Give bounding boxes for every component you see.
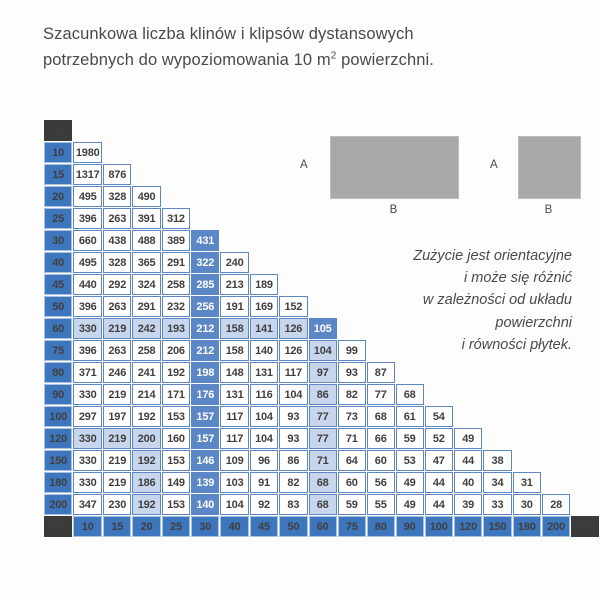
matrix-cell[interactable]: 389 bbox=[162, 230, 190, 251]
matrix-cell[interactable]: 77 bbox=[309, 406, 337, 427]
column-header-50[interactable]: 50 bbox=[279, 516, 307, 537]
matrix-cell[interactable]: 330 bbox=[73, 318, 102, 339]
matrix-cell[interactable]: 440 bbox=[73, 274, 102, 295]
matrix-cell[interactable]: 160 bbox=[162, 428, 190, 449]
matrix-cell[interactable]: 876 bbox=[103, 164, 131, 185]
column-header-45[interactable]: 45 bbox=[250, 516, 278, 537]
matrix-cell[interactable]: 71 bbox=[309, 450, 337, 471]
matrix-cell[interactable]: 158 bbox=[220, 340, 248, 361]
matrix-cell[interactable]: 193 bbox=[162, 318, 190, 339]
matrix-row bbox=[44, 450, 599, 471]
matrix-cell[interactable]: 126 bbox=[279, 340, 307, 361]
matrix-cell[interactable]: 82 bbox=[279, 472, 307, 493]
row-header-120[interactable]: 120 bbox=[44, 428, 72, 449]
row-header-20[interactable]: 20 bbox=[44, 186, 72, 207]
matrix-cell[interactable]: 371 bbox=[73, 362, 102, 383]
matrix-cell[interactable]: 97 bbox=[309, 362, 337, 383]
matrix-cell[interactable]: 93 bbox=[338, 362, 366, 383]
matrix-empty-cell bbox=[542, 362, 570, 383]
matrix-cell[interactable]: 330 bbox=[73, 428, 102, 449]
matrix-cell[interactable]: 495 bbox=[73, 186, 102, 207]
matrix-cell[interactable]: 191 bbox=[220, 296, 248, 317]
matrix-cell[interactable]: 192 bbox=[162, 362, 190, 383]
matrix-empty-cell bbox=[425, 384, 453, 405]
matrix-cell[interactable]: 219 bbox=[103, 428, 131, 449]
matrix-cell[interactable]: 104 bbox=[250, 406, 278, 427]
note-line-1: Zużycie jest orientacyjne bbox=[413, 248, 572, 264]
row-header-80[interactable]: 80 bbox=[44, 362, 72, 383]
matrix-cell[interactable]: 47 bbox=[425, 450, 453, 471]
matrix-empty-cell bbox=[483, 406, 511, 427]
matrix-cell[interactable]: 176 bbox=[191, 384, 219, 405]
diagram-square-label-b: B bbox=[544, 204, 553, 216]
matrix-cell[interactable]: 44 bbox=[454, 450, 482, 471]
matrix-empty-cell bbox=[542, 428, 570, 449]
matrix-cell[interactable]: 49 bbox=[454, 428, 482, 449]
matrix-cell[interactable]: 86 bbox=[309, 384, 337, 405]
matrix-empty-cell bbox=[103, 120, 131, 141]
matrix-empty-cell bbox=[250, 142, 278, 163]
matrix-cell[interactable]: 153 bbox=[162, 494, 190, 515]
matrix-cell[interactable]: 131 bbox=[220, 384, 248, 405]
matrix-empty-cell bbox=[162, 142, 190, 163]
row-header-180[interactable]: 180 bbox=[44, 472, 72, 493]
page-title bbox=[43, 22, 563, 73]
matrix-empty-cell bbox=[513, 406, 541, 427]
matrix-cell[interactable]: 28 bbox=[542, 494, 570, 515]
matrix-cell[interactable]: 104 bbox=[279, 384, 307, 405]
matrix-cell[interactable]: 146 bbox=[191, 450, 219, 471]
matrix-cell[interactable]: 396 bbox=[73, 208, 102, 229]
matrix-empty-cell bbox=[454, 384, 482, 405]
matrix-cell[interactable]: 56 bbox=[367, 472, 395, 493]
matrix-empty-cell bbox=[513, 384, 541, 405]
matrix-cell[interactable]: 258 bbox=[132, 340, 160, 361]
matrix-empty-cell bbox=[191, 164, 219, 185]
matrix-empty-cell bbox=[220, 120, 248, 141]
row-header-100[interactable]: 100 bbox=[44, 406, 72, 427]
matrix-empty-cell bbox=[483, 384, 511, 405]
matrix-cell[interactable]: 44 bbox=[425, 494, 453, 515]
matrix-cell[interactable]: 103 bbox=[220, 472, 248, 493]
matrix-cell[interactable]: 93 bbox=[279, 406, 307, 427]
matrix-empty-cell bbox=[162, 164, 190, 185]
matrix-cell[interactable]: 53 bbox=[396, 450, 424, 471]
matrix-cell[interactable]: 44 bbox=[425, 472, 453, 493]
diagram-square-label-a: A bbox=[490, 159, 498, 171]
matrix-cell[interactable]: 96 bbox=[250, 450, 278, 471]
row-header-40[interactable]: 40 bbox=[44, 252, 72, 273]
matrix-empty-cell bbox=[396, 362, 424, 383]
column-header-10[interactable]: 10 bbox=[73, 516, 102, 537]
matrix-empty-cell bbox=[542, 406, 570, 427]
matrix-cell[interactable]: 171 bbox=[162, 384, 190, 405]
matrix-empty-cell bbox=[454, 406, 482, 427]
matrix-cell[interactable]: 153 bbox=[162, 450, 190, 471]
column-header-200[interactable]: 200 bbox=[542, 516, 570, 537]
matrix-cell[interactable]: 49 bbox=[396, 494, 424, 515]
matrix-cell[interactable]: 396 bbox=[73, 296, 102, 317]
matrix-cell[interactable]: 68 bbox=[396, 384, 424, 405]
matrix-cell[interactable]: 197 bbox=[103, 406, 131, 427]
matrix-cell[interactable]: 55 bbox=[367, 494, 395, 515]
matrix-cell[interactable]: 30 bbox=[513, 494, 541, 515]
matrix-cell[interactable]: 153 bbox=[162, 406, 190, 427]
matrix-cell[interactable]: 68 bbox=[367, 406, 395, 427]
matrix-cell[interactable]: 52 bbox=[425, 428, 453, 449]
matrix-cell[interactable]: 33 bbox=[483, 494, 511, 515]
matrix-cell[interactable]: 1317 bbox=[73, 164, 102, 185]
row-header-25[interactable]: 25 bbox=[44, 208, 72, 229]
column-header-25[interactable]: 25 bbox=[162, 516, 190, 537]
unit-label: cm bbox=[44, 516, 72, 537]
matrix-empty-cell bbox=[220, 230, 248, 251]
matrix-cell[interactable]: 438 bbox=[103, 230, 131, 251]
matrix-cell[interactable]: 60 bbox=[338, 472, 366, 493]
matrix-cell[interactable]: 192 bbox=[132, 494, 160, 515]
row-header-200[interactable]: 200 bbox=[44, 494, 72, 515]
column-header-30[interactable]: 30 bbox=[191, 516, 219, 537]
page-title-line1: Szacunkowa liczba klinów i klipsów dystansowych bbox=[43, 25, 414, 43]
matrix-cell[interactable]: 258 bbox=[162, 274, 190, 295]
column-header-75[interactable]: 75 bbox=[338, 516, 366, 537]
matrix-row bbox=[44, 384, 599, 405]
matrix-cell[interactable]: 109 bbox=[220, 450, 248, 471]
matrix-empty-cell bbox=[220, 186, 248, 207]
matrix-cell[interactable]: 68 bbox=[309, 472, 337, 493]
matrix-cell[interactable]: 66 bbox=[367, 428, 395, 449]
matrix-cell[interactable]: 230 bbox=[103, 494, 131, 515]
matrix-empty-cell bbox=[220, 142, 248, 163]
matrix-cell[interactable]: 488 bbox=[132, 230, 160, 251]
matrix-cell[interactable]: 297 bbox=[73, 406, 102, 427]
matrix-cell[interactable]: 365 bbox=[132, 252, 160, 273]
matrix-row bbox=[44, 428, 599, 449]
diagram-square-shape bbox=[518, 136, 581, 199]
matrix-cell[interactable]: 140 bbox=[191, 494, 219, 515]
matrix-cell[interactable]: 206 bbox=[162, 340, 190, 361]
matrix-empty-cell bbox=[513, 362, 541, 383]
matrix-cell[interactable]: 104 bbox=[220, 494, 248, 515]
matrix-cell[interactable]: 396 bbox=[73, 340, 102, 361]
row-header-45[interactable]: 45 bbox=[44, 274, 72, 295]
matrix-cell[interactable]: 660 bbox=[73, 230, 102, 251]
matrix-empty-cell bbox=[132, 120, 160, 141]
matrix-empty-cell bbox=[483, 362, 511, 383]
column-header-60[interactable]: 60 bbox=[309, 516, 337, 537]
matrix-cell[interactable]: 330 bbox=[73, 472, 102, 493]
matrix-cell[interactable]: 38 bbox=[483, 450, 511, 471]
matrix-cell[interactable]: 64 bbox=[338, 450, 366, 471]
matrix-cell[interactable]: 31 bbox=[513, 472, 541, 493]
matrix-cell[interactable]: 322 bbox=[191, 252, 219, 273]
matrix-cell[interactable]: 54 bbox=[425, 406, 453, 427]
matrix-cell[interactable]: 291 bbox=[132, 296, 160, 317]
page-title-line2-post: powierzchni. bbox=[336, 50, 434, 69]
matrix-cell[interactable]: 141 bbox=[250, 318, 278, 339]
column-header-20[interactable]: 20 bbox=[132, 516, 160, 537]
diagram-wide-label-a: A bbox=[300, 159, 308, 171]
column-header-100[interactable]: 100 bbox=[425, 516, 453, 537]
matrix-cell[interactable]: 312 bbox=[162, 208, 190, 229]
matrix-cell[interactable]: 158 bbox=[220, 318, 248, 339]
matrix-cell[interactable]: 347 bbox=[73, 494, 102, 515]
matrix-cell[interactable]: 242 bbox=[132, 318, 160, 339]
matrix-cell[interactable]: 330 bbox=[73, 450, 102, 471]
matrix-empty-cell bbox=[220, 164, 248, 185]
matrix-cell[interactable]: 59 bbox=[396, 428, 424, 449]
row-header-10[interactable]: 10 bbox=[44, 142, 72, 163]
matrix-empty-cell bbox=[542, 384, 570, 405]
matrix-cell[interactable]: 131 bbox=[250, 362, 278, 383]
column-header-150[interactable]: 150 bbox=[483, 516, 511, 537]
matrix-cell[interactable]: 139 bbox=[191, 472, 219, 493]
matrix-cell[interactable]: 186 bbox=[132, 472, 160, 493]
matrix-cell[interactable]: 59 bbox=[338, 494, 366, 515]
matrix-cell[interactable]: 92 bbox=[250, 494, 278, 515]
page-title-superscript: 2 bbox=[330, 50, 337, 62]
matrix-cell[interactable]: 328 bbox=[103, 252, 131, 273]
disclaimer-note bbox=[300, 245, 572, 356]
matrix-empty-cell bbox=[250, 120, 278, 141]
matrix-empty-cell bbox=[250, 252, 278, 273]
matrix-empty-cell bbox=[191, 186, 219, 207]
matrix-footer-row bbox=[44, 516, 599, 537]
matrix-cell[interactable]: 157 bbox=[191, 406, 219, 427]
matrix-empty-cell bbox=[454, 362, 482, 383]
axis-label-b: B bbox=[571, 516, 599, 537]
matrix-cell[interactable]: 49 bbox=[396, 472, 424, 493]
diagram-wide-shape bbox=[330, 136, 459, 199]
matrix-row bbox=[44, 472, 599, 493]
column-header-180[interactable]: 180 bbox=[513, 516, 541, 537]
matrix-cell[interactable]: 60 bbox=[367, 450, 395, 471]
matrix-cell[interactable]: 77 bbox=[309, 428, 337, 449]
matrix-cell[interactable]: 73 bbox=[338, 406, 366, 427]
matrix-cell[interactable]: 192 bbox=[132, 450, 160, 471]
matrix-empty-cell bbox=[483, 428, 511, 449]
matrix-cell[interactable]: 192 bbox=[132, 406, 160, 427]
matrix-cell[interactable]: 99 bbox=[338, 340, 366, 361]
matrix-cell[interactable]: 324 bbox=[132, 274, 160, 295]
matrix-cell[interactable]: 34 bbox=[483, 472, 511, 493]
matrix-empty-cell bbox=[250, 208, 278, 229]
note-line-4: powierzchni bbox=[495, 314, 572, 331]
matrix-cell[interactable]: 285 bbox=[191, 274, 219, 295]
matrix-cell[interactable]: 495 bbox=[73, 252, 102, 273]
matrix-row bbox=[44, 362, 599, 383]
note-line-3: w zależności od układu bbox=[422, 292, 572, 309]
matrix-cell[interactable]: 40 bbox=[454, 472, 482, 493]
matrix-empty-cell bbox=[103, 142, 131, 163]
matrix-cell[interactable]: 330 bbox=[73, 384, 102, 405]
matrix-cell[interactable]: 328 bbox=[103, 186, 131, 207]
row-header-60[interactable]: 60 bbox=[44, 318, 72, 339]
matrix-empty-cell bbox=[513, 450, 541, 471]
matrix-cell[interactable]: 212 bbox=[191, 318, 219, 339]
matrix-empty-cell bbox=[250, 186, 278, 207]
matrix-cell[interactable]: 152 bbox=[279, 296, 307, 317]
matrix-cell[interactable]: 232 bbox=[162, 296, 190, 317]
matrix-cell[interactable]: 91 bbox=[250, 472, 278, 493]
matrix-cell[interactable]: 117 bbox=[279, 362, 307, 383]
matrix-empty-cell bbox=[132, 142, 160, 163]
matrix-empty-cell bbox=[191, 142, 219, 163]
matrix-cell[interactable]: 200 bbox=[132, 428, 160, 449]
matrix-cell[interactable]: 68 bbox=[309, 494, 337, 515]
matrix-cell[interactable]: 263 bbox=[103, 296, 131, 317]
matrix-cell[interactable]: 169 bbox=[250, 296, 278, 317]
column-header-15[interactable]: 15 bbox=[103, 516, 131, 537]
page-title-line2-pre: potrzebnych do wypoziomowania 10 m bbox=[43, 50, 331, 69]
matrix-cell[interactable]: 149 bbox=[162, 472, 190, 493]
matrix-cell[interactable]: 240 bbox=[220, 252, 248, 273]
matrix-cell[interactable]: 126 bbox=[279, 318, 307, 339]
matrix-cell[interactable]: 213 bbox=[220, 274, 248, 295]
matrix-empty-cell bbox=[220, 208, 248, 229]
matrix-cell[interactable]: 82 bbox=[338, 384, 366, 405]
matrix-cell[interactable]: 104 bbox=[309, 340, 337, 361]
matrix-empty-cell bbox=[542, 472, 570, 493]
matrix-cell[interactable]: 189 bbox=[250, 274, 278, 295]
row-header-15[interactable]: 15 bbox=[44, 164, 72, 185]
matrix-cell[interactable]: 241 bbox=[132, 362, 160, 383]
matrix-cell[interactable]: 83 bbox=[279, 494, 307, 515]
matrix-cell[interactable]: 198 bbox=[191, 362, 219, 383]
matrix-cell[interactable]: 219 bbox=[103, 384, 131, 405]
matrix-cell[interactable]: 291 bbox=[162, 252, 190, 273]
matrix-empty-cell bbox=[542, 450, 570, 471]
matrix-empty-cell bbox=[191, 120, 219, 141]
matrix-empty-cell bbox=[191, 208, 219, 229]
row-header-75[interactable]: 75 bbox=[44, 340, 72, 361]
matrix-cell[interactable]: 87 bbox=[367, 362, 395, 383]
matrix-row bbox=[44, 494, 599, 515]
matrix-cell[interactable]: 212 bbox=[191, 340, 219, 361]
matrix-cell[interactable]: 104 bbox=[250, 428, 278, 449]
matrix-cell[interactable]: 86 bbox=[279, 450, 307, 471]
matrix-cell[interactable]: 93 bbox=[279, 428, 307, 449]
row-header-150[interactable]: 150 bbox=[44, 450, 72, 471]
matrix-cell[interactable]: 490 bbox=[132, 186, 160, 207]
matrix-cell[interactable]: 219 bbox=[103, 472, 131, 493]
matrix-cell[interactable]: 292 bbox=[103, 274, 131, 295]
column-header-80[interactable]: 80 bbox=[367, 516, 395, 537]
matrix-cell[interactable]: 39 bbox=[454, 494, 482, 515]
matrix-cell[interactable]: 157 bbox=[191, 428, 219, 449]
matrix-empty-cell bbox=[162, 120, 190, 141]
matrix-cell[interactable]: 263 bbox=[103, 340, 131, 361]
matrix-cell[interactable]: 391 bbox=[132, 208, 160, 229]
matrix-cell[interactable]: 77 bbox=[367, 384, 395, 405]
matrix-empty-cell bbox=[250, 230, 278, 251]
axis-label-a: A bbox=[44, 120, 72, 141]
matrix-cell[interactable]: 116 bbox=[250, 384, 278, 405]
row-header-50[interactable]: 50 bbox=[44, 296, 72, 317]
column-header-40[interactable]: 40 bbox=[220, 516, 248, 537]
matrix-cell[interactable]: 246 bbox=[103, 362, 131, 383]
matrix-row bbox=[44, 406, 599, 427]
matrix-cell[interactable]: 256 bbox=[191, 296, 219, 317]
matrix-cell[interactable]: 214 bbox=[132, 384, 160, 405]
matrix-cell[interactable]: 148 bbox=[220, 362, 248, 383]
matrix-cell[interactable]: 219 bbox=[103, 318, 131, 339]
matrix-empty-cell bbox=[425, 362, 453, 383]
row-header-30[interactable]: 30 bbox=[44, 230, 72, 251]
matrix-empty-cell bbox=[132, 164, 160, 185]
matrix-cell[interactable]: 117 bbox=[220, 428, 248, 449]
column-header-90[interactable]: 90 bbox=[396, 516, 424, 537]
matrix-cell[interactable]: 105 bbox=[309, 318, 337, 339]
row-header-90[interactable]: 90 bbox=[44, 384, 72, 405]
matrix-cell[interactable]: 431 bbox=[191, 230, 219, 251]
note-line-2: i może się różnić bbox=[464, 270, 572, 287]
column-header-120[interactable]: 120 bbox=[454, 516, 482, 537]
matrix-empty-cell bbox=[162, 186, 190, 207]
matrix-empty-cell bbox=[73, 120, 102, 141]
matrix-cell[interactable]: 219 bbox=[103, 450, 131, 471]
matrix-cell[interactable]: 263 bbox=[103, 208, 131, 229]
matrix-cell[interactable]: 1980 bbox=[73, 142, 102, 163]
matrix-cell[interactable]: 71 bbox=[338, 428, 366, 449]
tile-diagrams bbox=[286, 133, 572, 233]
diagram-wide-label-b: B bbox=[389, 204, 398, 216]
matrix-empty-cell bbox=[513, 428, 541, 449]
matrix-cell[interactable]: 117 bbox=[220, 406, 248, 427]
matrix-empty-cell bbox=[250, 164, 278, 185]
matrix-cell[interactable]: 61 bbox=[396, 406, 424, 427]
note-line-5: i równości płytek. bbox=[461, 336, 572, 353]
matrix-cell[interactable]: 140 bbox=[250, 340, 278, 361]
